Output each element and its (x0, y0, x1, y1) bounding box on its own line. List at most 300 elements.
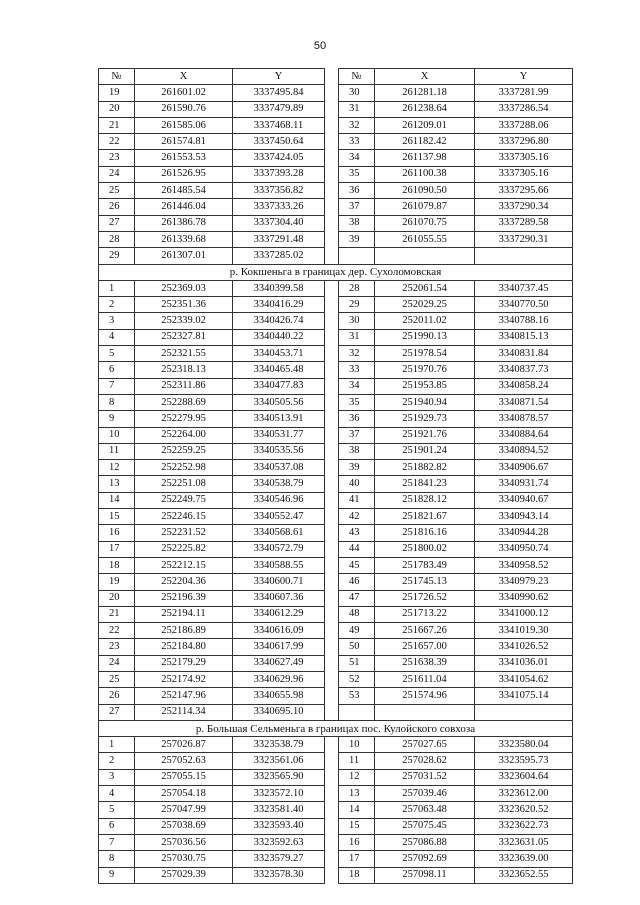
section-title: р. Большая Сельменьга в границах пос. Кулойского совхоза (99, 720, 573, 736)
y-coordinate-right: 3323612.00 (475, 786, 573, 802)
point-number-right: 16 (339, 834, 375, 850)
y-coordinate-right: 3341000.12 (475, 606, 573, 622)
y-coordinate-right (475, 704, 573, 720)
x-coordinate-right: 251940.94 (375, 394, 475, 410)
column-gap (325, 639, 339, 655)
x-coordinate-right: 251882.82 (375, 460, 475, 476)
column-gap (325, 606, 339, 622)
x-coordinate-right: 251638.39 (375, 655, 475, 671)
x-coordinate-left: 252174.92 (135, 671, 233, 687)
point-number-left: 16 (99, 525, 135, 541)
point-number-right: 35 (339, 394, 375, 410)
x-coordinate-left: 252212.15 (135, 557, 233, 573)
x-coordinate-right: 257092.69 (375, 851, 475, 867)
x-coordinate-right: 251978.54 (375, 346, 475, 362)
point-number-left: 18 (99, 557, 135, 573)
x-coordinate-left: 257047.99 (135, 802, 233, 818)
column-gap (325, 460, 339, 476)
y-coordinate-left: 3340600.71 (233, 574, 325, 590)
x-coordinate-right: 251901.24 (375, 443, 475, 459)
x-coordinate-left: 257055.15 (135, 769, 233, 785)
table-row (99, 639, 573, 655)
x-coordinate-right: 261238.64 (375, 101, 475, 117)
y-coordinate-right: 3340931.74 (475, 476, 573, 492)
y-coordinate-right: 3340884.64 (475, 427, 573, 443)
point-number-left: 28 (99, 231, 135, 247)
x-coordinate-left: 261339.68 (135, 231, 233, 247)
y-coordinate-left: 3340568.61 (233, 525, 325, 541)
y-coordinate-left: 3340612.29 (233, 606, 325, 622)
table-row (99, 818, 573, 834)
table-row (99, 394, 573, 410)
y-coordinate-right: 3337305.16 (475, 150, 573, 166)
y-coordinate-right: 3340906.67 (475, 460, 573, 476)
table-row (99, 557, 573, 573)
y-coordinate-right: 3340990.62 (475, 590, 573, 606)
table-row (99, 688, 573, 704)
x-coordinate-right: 251713.22 (375, 606, 475, 622)
y-coordinate-right: 3340837.73 (475, 362, 573, 378)
y-coordinate-right: 3323639.00 (475, 851, 573, 867)
point-number-right: 40 (339, 476, 375, 492)
point-number-right: 44 (339, 541, 375, 557)
y-coordinate-right: 3340871.54 (475, 394, 573, 410)
point-number-right: 49 (339, 623, 375, 639)
table-row (99, 574, 573, 590)
x-coordinate-right: 251726.52 (375, 590, 475, 606)
y-coordinate-left: 3323572.10 (233, 786, 325, 802)
x-coordinate-right: 261090.50 (375, 183, 475, 199)
x-coordinate-left: 252279.95 (135, 411, 233, 427)
point-number-right (339, 248, 375, 264)
y-coordinate-right: 3337286.54 (475, 101, 573, 117)
x-coordinate-left: 261446.04 (135, 199, 233, 215)
x-coordinate-right: 251921.76 (375, 427, 475, 443)
x-coordinate-left: 252339.02 (135, 313, 233, 329)
point-number-right: 46 (339, 574, 375, 590)
x-coordinate-right: 252061.54 (375, 280, 475, 296)
table-row (99, 606, 573, 622)
y-coordinate-left: 3323581.40 (233, 802, 325, 818)
point-number-right: 34 (339, 378, 375, 394)
y-coordinate-right: 3323622.73 (475, 818, 573, 834)
x-coordinate-left: 252318.13 (135, 362, 233, 378)
table-row (99, 867, 573, 883)
x-coordinate-left: 252259.25 (135, 443, 233, 459)
x-coordinate-left: 252225.82 (135, 541, 233, 557)
point-number-right: 31 (339, 329, 375, 345)
x-coordinate-left: 252327.81 (135, 329, 233, 345)
column-gap (325, 378, 339, 394)
point-number-left: 23 (99, 150, 135, 166)
column-gap (325, 101, 339, 117)
x-coordinate-left: 252246.15 (135, 509, 233, 525)
column-gap (325, 199, 339, 215)
x-coordinate-right: 251990.13 (375, 329, 475, 345)
x-coordinate-left: 261601.02 (135, 85, 233, 101)
point-number-left: 1 (99, 737, 135, 753)
column-gap (325, 183, 339, 199)
column-gap (325, 280, 339, 296)
y-coordinate-right: 3341026.52 (475, 639, 573, 655)
column-gap (325, 688, 339, 704)
y-coordinate-left: 3337450.64 (233, 134, 325, 150)
y-coordinate-left: 3323592.63 (233, 834, 325, 850)
x-coordinate-right: 261281.18 (375, 85, 475, 101)
y-coordinate-left: 3340552.47 (233, 509, 325, 525)
y-coordinate-right: 3337288.06 (475, 117, 573, 133)
x-coordinate-right: 257031.52 (375, 769, 475, 785)
column-gap (325, 867, 339, 883)
point-number-left: 4 (99, 786, 135, 802)
y-coordinate-left: 3337468.11 (233, 117, 325, 133)
point-number-right: 33 (339, 134, 375, 150)
point-number-right: 28 (339, 280, 375, 296)
table-row (99, 297, 573, 313)
column-gap (325, 655, 339, 671)
point-number-left: 20 (99, 101, 135, 117)
x-coordinate-right: 261079.87 (375, 199, 475, 215)
point-number-right: 17 (339, 851, 375, 867)
point-number-left: 21 (99, 117, 135, 133)
point-number-left: 6 (99, 362, 135, 378)
point-number-right: 52 (339, 671, 375, 687)
y-coordinate-left: 3323538.79 (233, 737, 325, 753)
y-coordinate-left: 3323579.27 (233, 851, 325, 867)
point-number-left: 12 (99, 460, 135, 476)
y-coordinate-left: 3340535.56 (233, 443, 325, 459)
table-row (99, 671, 573, 687)
point-number-left: 27 (99, 215, 135, 231)
table-row (99, 411, 573, 427)
column-gap (325, 737, 339, 753)
y-coordinate-left: 3337356.82 (233, 183, 325, 199)
x-coordinate-right (375, 704, 475, 720)
table-row (99, 362, 573, 378)
y-coordinate-right: 3337290.34 (475, 199, 573, 215)
table-row (99, 280, 573, 296)
x-coordinate-left: 252264.00 (135, 427, 233, 443)
x-coordinate-left: 252369.03 (135, 280, 233, 296)
y-coordinate-left: 3323578.30 (233, 867, 325, 883)
x-coordinate-left: 261307.01 (135, 248, 233, 264)
x-coordinate-right: 252029.25 (375, 297, 475, 313)
header-x-left: X (135, 69, 233, 85)
point-number-left: 8 (99, 851, 135, 867)
table-row (99, 248, 573, 264)
point-number-left: 2 (99, 753, 135, 769)
point-number-left: 7 (99, 378, 135, 394)
y-coordinate-left: 3340617.99 (233, 639, 325, 655)
x-coordinate-right: 251574.96 (375, 688, 475, 704)
point-number-left: 26 (99, 199, 135, 215)
x-coordinate-right: 251970.76 (375, 362, 475, 378)
y-coordinate-left: 3340616.09 (233, 623, 325, 639)
column-gap (325, 509, 339, 525)
x-coordinate-right: 251611.04 (375, 671, 475, 687)
point-number-left: 13 (99, 476, 135, 492)
point-number-left: 24 (99, 166, 135, 182)
x-coordinate-left: 252351.36 (135, 297, 233, 313)
column-gap (325, 394, 339, 410)
point-number-left: 9 (99, 867, 135, 883)
header-number-right: № (339, 69, 375, 85)
table-row (99, 134, 573, 150)
y-coordinate-right: 3340944.28 (475, 525, 573, 541)
y-coordinate-left: 3340572.79 (233, 541, 325, 557)
point-number-left: 21 (99, 606, 135, 622)
point-number-right: 38 (339, 443, 375, 459)
y-coordinate-right: 3340950.74 (475, 541, 573, 557)
x-coordinate-right: 251657.00 (375, 639, 475, 655)
x-coordinate-left: 257030.75 (135, 851, 233, 867)
x-coordinate-left: 252231.52 (135, 525, 233, 541)
x-coordinate-left: 257054.18 (135, 786, 233, 802)
point-number-left: 19 (99, 85, 135, 101)
table-row (99, 541, 573, 557)
x-coordinate-left: 252186.89 (135, 623, 233, 639)
y-coordinate-right: 3340737.45 (475, 280, 573, 296)
x-coordinate-right: 261209.01 (375, 117, 475, 133)
table-row (99, 427, 573, 443)
point-number-left: 4 (99, 329, 135, 345)
x-coordinate-left: 257029.39 (135, 867, 233, 883)
y-coordinate-right: 3337305.16 (475, 166, 573, 182)
point-number-right: 30 (339, 85, 375, 101)
column-gap (325, 786, 339, 802)
x-coordinate-right: 261182.42 (375, 134, 475, 150)
table-row (99, 117, 573, 133)
table-row (99, 215, 573, 231)
x-coordinate-left: 252288.69 (135, 394, 233, 410)
table-row (99, 378, 573, 394)
point-number-left: 23 (99, 639, 135, 655)
column-gap (325, 818, 339, 834)
x-coordinate-left: 257026.87 (135, 737, 233, 753)
x-coordinate-right: 251783.49 (375, 557, 475, 573)
y-coordinate-left: 3340513.91 (233, 411, 325, 427)
table-row (99, 509, 573, 525)
table-row (99, 851, 573, 867)
y-coordinate-right: 3340958.52 (475, 557, 573, 573)
x-coordinate-right: 257027.65 (375, 737, 475, 753)
point-number-left: 25 (99, 183, 135, 199)
column-gap (325, 117, 339, 133)
point-number-left: 24 (99, 655, 135, 671)
y-coordinate-right: 3341019.30 (475, 623, 573, 639)
point-number-right: 32 (339, 346, 375, 362)
x-coordinate-left: 252321.55 (135, 346, 233, 362)
y-coordinate-right: 3340943.14 (475, 509, 573, 525)
point-number-right (339, 704, 375, 720)
x-coordinate-left: 252252.98 (135, 460, 233, 476)
x-coordinate-right: 261137.98 (375, 150, 475, 166)
point-number-left: 11 (99, 443, 135, 459)
y-coordinate-left: 3340426.74 (233, 313, 325, 329)
y-coordinate-right: 3341054.62 (475, 671, 573, 687)
point-number-right: 50 (339, 639, 375, 655)
point-number-left: 2 (99, 297, 135, 313)
table-row (99, 329, 573, 345)
point-number-left: 8 (99, 394, 135, 410)
table-row (99, 590, 573, 606)
point-number-right: 13 (339, 786, 375, 802)
y-coordinate-right: 3340788.16 (475, 313, 573, 329)
y-coordinate-right: 3323595.73 (475, 753, 573, 769)
table-row (99, 834, 573, 850)
coordinates-table (98, 68, 573, 884)
column-gap (325, 346, 339, 362)
x-coordinate-left: 257038.69 (135, 818, 233, 834)
y-coordinate-left: 3337291.48 (233, 231, 325, 247)
x-coordinate-left: 252184.80 (135, 639, 233, 655)
point-number-right: 35 (339, 166, 375, 182)
x-coordinate-right: 257063.48 (375, 802, 475, 818)
y-coordinate-right: 3340858.24 (475, 378, 573, 394)
x-coordinate-right: 252011.02 (375, 313, 475, 329)
table-row (99, 786, 573, 802)
x-coordinate-right: 257039.46 (375, 786, 475, 802)
table-row (99, 525, 573, 541)
table-row (99, 655, 573, 671)
table-row (99, 199, 573, 215)
x-coordinate-left: 261553.53 (135, 150, 233, 166)
x-coordinate-right: 257086.88 (375, 834, 475, 850)
point-number-left: 25 (99, 671, 135, 687)
point-number-right: 32 (339, 117, 375, 133)
y-coordinate-right: 3337296.80 (475, 134, 573, 150)
y-coordinate-left: 3340588.55 (233, 557, 325, 573)
y-coordinate-right: 3337290.31 (475, 231, 573, 247)
column-gap (325, 362, 339, 378)
point-number-right: 33 (339, 362, 375, 378)
column-gap (325, 590, 339, 606)
column-gap (325, 704, 339, 720)
table-row (99, 476, 573, 492)
x-coordinate-left: 252114.34 (135, 704, 233, 720)
y-coordinate-left: 3340531.77 (233, 427, 325, 443)
table-row (99, 85, 573, 101)
y-coordinate-left: 3340695.10 (233, 704, 325, 720)
table-row (99, 313, 573, 329)
point-number-right: 41 (339, 492, 375, 508)
column-gap (325, 492, 339, 508)
x-coordinate-left: 252249.75 (135, 492, 233, 508)
y-coordinate-left: 3340537.08 (233, 460, 325, 476)
y-coordinate-left: 3323565.90 (233, 769, 325, 785)
x-coordinate-right: 261055.55 (375, 231, 475, 247)
column-gap (325, 769, 339, 785)
table-row (99, 753, 573, 769)
column-gap (325, 248, 339, 264)
column-gap (325, 476, 339, 492)
column-gap (325, 313, 339, 329)
point-number-right: 39 (339, 231, 375, 247)
y-coordinate-right: 3340770.50 (475, 297, 573, 313)
y-coordinate-left: 3337393.28 (233, 166, 325, 182)
x-coordinate-right: 251821.67 (375, 509, 475, 525)
x-coordinate-left: 261585.06 (135, 117, 233, 133)
y-coordinate-left: 3337304.40 (233, 215, 325, 231)
y-coordinate-right: 3340815.13 (475, 329, 573, 345)
point-number-right: 36 (339, 411, 375, 427)
x-coordinate-right: 251953.85 (375, 378, 475, 394)
x-coordinate-right: 261100.38 (375, 166, 475, 182)
x-coordinate-right: 261070.75 (375, 215, 475, 231)
point-number-right: 38 (339, 215, 375, 231)
x-coordinate-left: 261574.81 (135, 134, 233, 150)
header-number-left: № (99, 69, 135, 85)
x-coordinate-left: 252204.36 (135, 574, 233, 590)
column-gap (325, 802, 339, 818)
point-number-right: 42 (339, 509, 375, 525)
y-coordinate-left: 3340416.29 (233, 297, 325, 313)
x-coordinate-left: 261526.95 (135, 166, 233, 182)
y-coordinate-left: 3340453.71 (233, 346, 325, 362)
y-coordinate-right: 3337281.99 (475, 85, 573, 101)
y-coordinate-left: 3340538.79 (233, 476, 325, 492)
table-row (99, 769, 573, 785)
y-coordinate-right: 3323631.05 (475, 834, 573, 850)
point-number-left: 26 (99, 688, 135, 704)
x-coordinate-right: 257098.11 (375, 867, 475, 883)
x-coordinate-right: 251667.26 (375, 623, 475, 639)
column-gap (325, 753, 339, 769)
x-coordinate-right: 251745.13 (375, 574, 475, 590)
column-gap (325, 166, 339, 182)
header-x-right: X (375, 69, 475, 85)
point-number-left: 27 (99, 704, 135, 720)
table-header-row (99, 69, 573, 85)
table-row (99, 101, 573, 117)
x-coordinate-right: 251929.73 (375, 411, 475, 427)
y-coordinate-left: 3337479.89 (233, 101, 325, 117)
point-number-left: 3 (99, 769, 135, 785)
y-coordinate-left: 3323593.40 (233, 818, 325, 834)
column-gap (325, 557, 339, 573)
column-gap (325, 851, 339, 867)
column-gap (325, 150, 339, 166)
y-coordinate-right: 3340979.23 (475, 574, 573, 590)
y-coordinate-right: 3341075.14 (475, 688, 573, 704)
point-number-left: 5 (99, 346, 135, 362)
column-gap (325, 329, 339, 345)
y-coordinate-right: 3341036.01 (475, 655, 573, 671)
point-number-right: 45 (339, 557, 375, 573)
x-coordinate-left: 252251.08 (135, 476, 233, 492)
y-coordinate-left: 3340465.48 (233, 362, 325, 378)
x-coordinate-left: 261485.54 (135, 183, 233, 199)
point-number-right: 34 (339, 150, 375, 166)
y-coordinate-right (475, 248, 573, 264)
x-coordinate-left: 252196.39 (135, 590, 233, 606)
y-coordinate-right: 3340878.57 (475, 411, 573, 427)
column-gap (325, 69, 339, 85)
table-row (99, 150, 573, 166)
column-gap (325, 671, 339, 687)
y-coordinate-left: 3340627.49 (233, 655, 325, 671)
column-gap (325, 297, 339, 313)
point-number-left: 29 (99, 248, 135, 264)
point-number-left: 22 (99, 623, 135, 639)
x-coordinate-left: 252179.29 (135, 655, 233, 671)
point-number-right: 37 (339, 427, 375, 443)
y-coordinate-left: 3340440.22 (233, 329, 325, 345)
x-coordinate-right: 251828.12 (375, 492, 475, 508)
table-row (99, 802, 573, 818)
table-row (99, 231, 573, 247)
table-row (99, 460, 573, 476)
